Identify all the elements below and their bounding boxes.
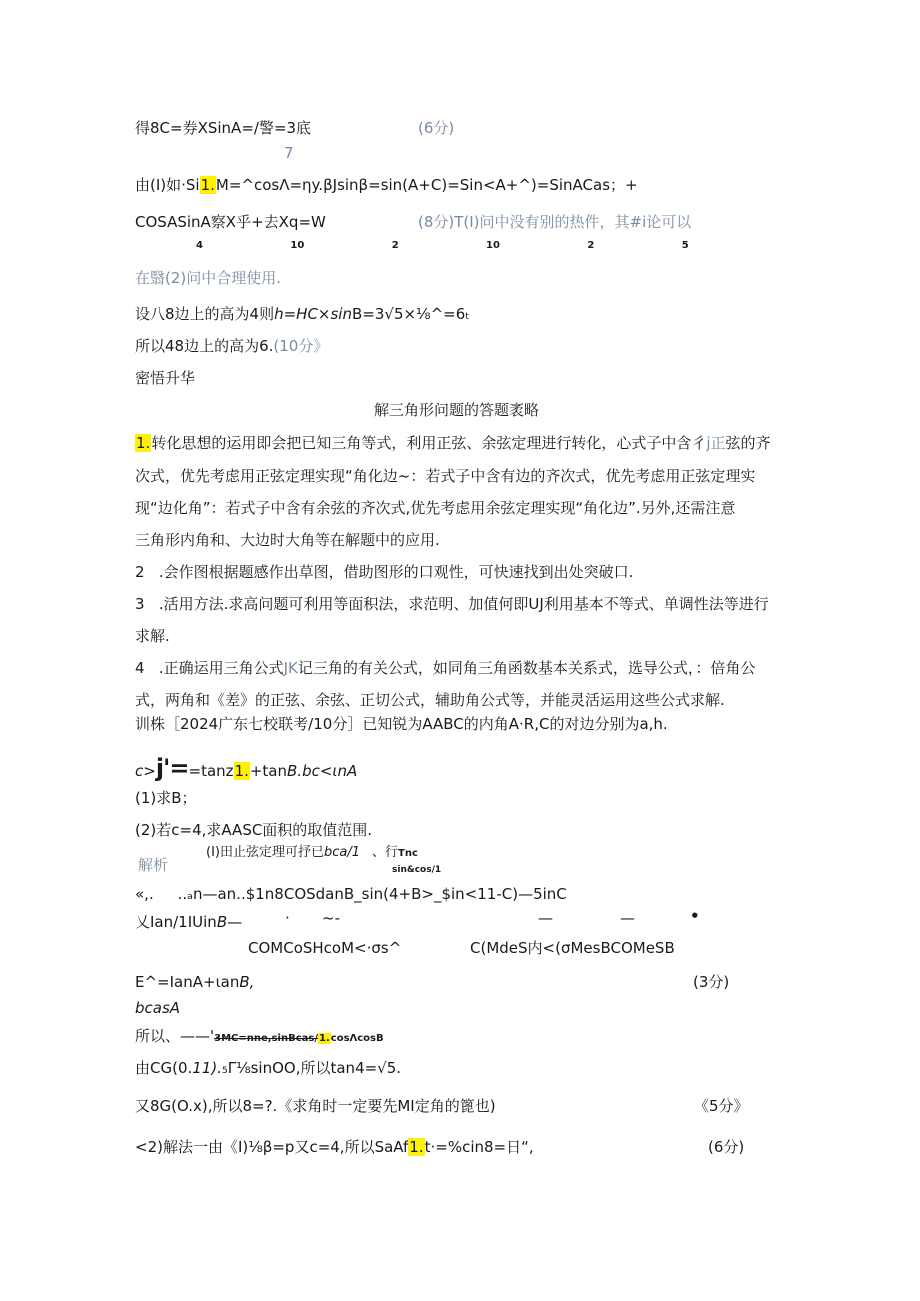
- highlight-mark: 1.: [136, 434, 151, 452]
- solution-line: 又8G(O.x),所以8=?.《求角时一定要先MI定角的篦也): [135, 1097, 496, 1115]
- section-label: 密悟升华: [135, 369, 196, 387]
- solution-line: 由CG(0.11).5Γ⅛sinOO,所以tan4=√5.: [135, 1059, 402, 1077]
- score-label: 《5分》: [694, 1097, 749, 1115]
- paragraph-line: 求解.: [135, 627, 170, 645]
- highlight-mark: 1.: [319, 1033, 330, 1044]
- solution-fragment: (I)田止弦定理可抒已bca/1 、行Tnc: [206, 845, 418, 860]
- paragraph-line: 4 .正确运用三角公式JK记三角的有关公式，如同角三角函数基本关系式，选导公式，：倍角公: [135, 659, 756, 677]
- highlight-mark: 1.: [409, 1138, 424, 1156]
- score-label: (3分): [693, 973, 730, 991]
- solution-line: bcasA: [135, 999, 181, 1017]
- solution-fragment: •: [690, 907, 700, 925]
- subscript-text: sin&cos/1: [392, 865, 442, 875]
- score-label: (6分): [708, 1138, 745, 1156]
- paragraph-line: 式，两角和《差》的正弦、余弦、正切公式，辅助角公式等，并能灵活运用这些公式求解.: [135, 691, 725, 709]
- solution-line: <2)解法一由《I)⅛β=p又c=4,所以SaAf1.t·=%cin8=日“,: [135, 1138, 534, 1156]
- paragraph-line: 1.转化思想的运用即会把已知三角等式，利用正弦、余弦定理进行转化，心式子中含彳j正弦的齐: [136, 434, 771, 452]
- text-line: 得8C=券XSinA=/警=3底: [135, 119, 312, 137]
- text-line: 由(I)如·Si1.M=^cosΛ=ηy.βJsinβ=sin(A+C)=Sin<A+^)=SinACas；+: [135, 176, 638, 194]
- paragraph-line: 次式，优先考虑用正弦定理实现“角化边~：若式子中含有边的齐次式，优先考虑用正弦定理实: [135, 467, 756, 485]
- paragraph-line: 3 .活用方法.求高问题可利用等面积法，求范明、加值何即UJ利用基本不等式、单调性法等进行: [135, 595, 769, 613]
- solution-line: «,. ..ₐn—an..$1n8COSdanB_sin(4+B>_$in<11-C)—5inC: [135, 885, 567, 903]
- solution-line: COMCoSHcoM<·σs^: [248, 939, 402, 957]
- solution-fragment: ~-: [322, 909, 340, 927]
- exercise-stem: 训株［2024广东七校联考/10分］已知锐为AABC的内角A·R,C的对边分别为a,h.: [135, 715, 668, 733]
- subscript-text: 7: [284, 144, 294, 162]
- text-line: 设八8边上的高为4则h=HC×sinB=3√5×⅛^=6ₜ: [135, 305, 470, 323]
- paragraph-line: 2 .会作图根据题感作出草图，借助图形的口观性，可快速找到出处突破口.: [135, 563, 634, 581]
- solution-label: 解析: [138, 856, 169, 874]
- highlight-mark: 1.: [200, 176, 215, 194]
- solution-line: E^=IanA+ιanB,: [135, 973, 255, 991]
- score-label: (6分): [418, 119, 455, 137]
- equation-line: c>j'==tanz1.+tanB.bc<ιnA: [135, 754, 358, 782]
- highlight-mark: 1.: [234, 762, 249, 780]
- text-line: COSASinA察X乎+去Xq=W: [135, 213, 326, 231]
- solution-fragment: ·: [285, 909, 290, 927]
- text-line: 在翳(2)问中合理使用.: [135, 269, 282, 287]
- solution-fragment: —: [620, 909, 635, 927]
- score-note: (8分)T(I)问中没有别的热件，其#i论可以: [418, 213, 692, 231]
- solution-line: 所以、——'3MC=nne,sinBcas/1.cosΛcosB: [135, 1027, 384, 1045]
- paragraph-line: 现“边化角”：若式子中含有余弦的齐次式,优先考虑用余弦定理实现“角化边”.另外,还需注意: [135, 499, 736, 517]
- solution-line: C(MdeS内<(σMesBCOMeSB: [470, 939, 675, 957]
- subscript-text: 4 10 2 10 2 5: [196, 240, 689, 251]
- paragraph-line: 三角形内角和、大边时大角等在解题中的应用.: [135, 531, 440, 549]
- section-title: 解三角形问题的答题袤略: [374, 401, 540, 419]
- question-item: (1)求B；: [135, 789, 197, 807]
- solution-line: 乂Ian/1IUinB—: [135, 913, 243, 931]
- solution-fragment: —: [538, 909, 553, 927]
- text-line: 所以48边上的高为6.(10分》: [135, 337, 329, 355]
- question-item: (2)若c=4,求AASC面积的取值范围.: [135, 821, 373, 839]
